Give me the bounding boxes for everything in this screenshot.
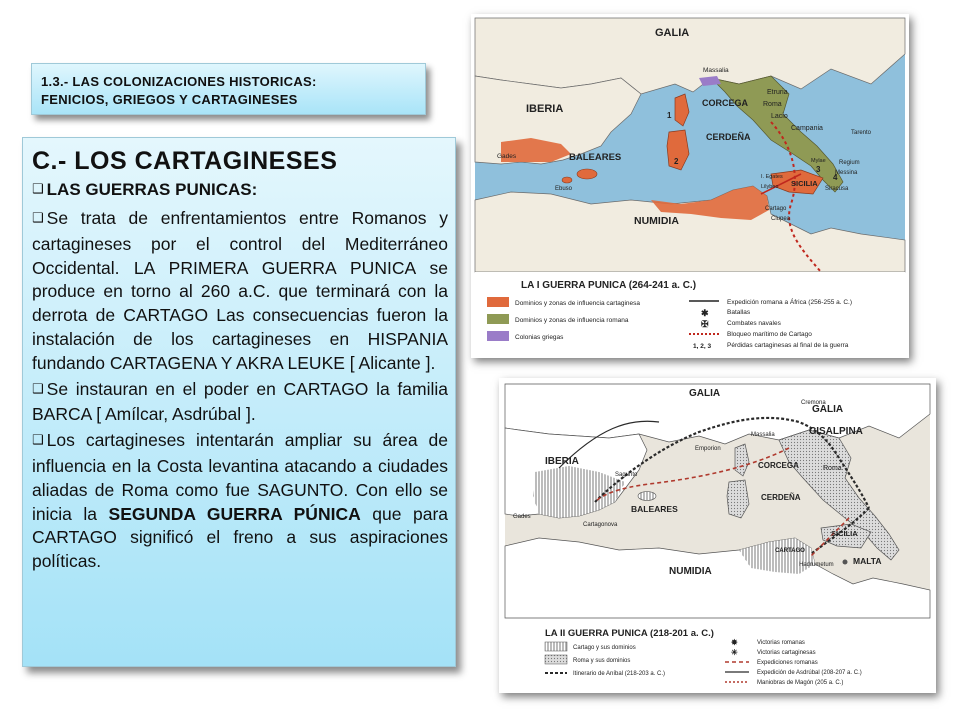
label-malta: MALTA [853, 556, 882, 566]
legend-hannibal: Itinerario de Aníbal (218-203 a. C.) [573, 671, 666, 677]
label-cerdena: CERDEÑA [761, 493, 801, 502]
paragraph-first-war [32, 207, 448, 376]
legend-hasdrubal: Expedición de Asdrúbal (208-207 a. C.) [757, 670, 862, 676]
map-first-punic-war-image [471, 14, 909, 358]
label-ebuso: Ebuso [555, 186, 573, 192]
label-sagunto: Sagunto [615, 472, 638, 478]
label-cartagonova: Cartagonova [583, 522, 618, 528]
label-siracusa: Siracusa [825, 186, 849, 192]
label-tarento: Tarento [851, 130, 872, 136]
label-baleares: BALEARES [631, 504, 678, 514]
label-galia: GALIA [655, 27, 690, 39]
legend-swatch-carthage [545, 642, 567, 651]
label-campania: Campania [791, 125, 823, 132]
checkbox-bullet-icon: ❑ [32, 182, 44, 197]
subheading-text: LAS GUERRAS PUNICAS: [46, 180, 258, 199]
legend-swatch-carthage [487, 297, 509, 307]
label-cisalpina: CISALPINA [809, 426, 863, 437]
paragraph-first-war-text: Se trata de enfrentamientos entre Romanos y cartagineses por el control del Mediterráneo Occidental. LA PRIMERA GUERRA PUNICA se produce en torno al 260 a.C. que terminará con la derrota de CARTAGO Las consecuencias fueron la instalación de los cartagineses en HISPANIA fundando CARTAGENA Y AKRA LEUKE [ Alicante ]. [32, 208, 448, 373]
paragraph-second-war-emphasis: SEGUNDA GUERRA PÚNICA [108, 503, 361, 524]
legend-battles: Batallas [727, 309, 751, 316]
map-second-punic-war [499, 378, 936, 693]
label-cartago: CARTAGO [775, 548, 805, 554]
paragraph-second-war-text-2: que para CARTAGO significó el freno a sus aspiraciones políticas. [32, 503, 448, 572]
checkbox-bullet-icon: ❑ [32, 381, 44, 397]
legend-carthage: Dominios y zonas de influencia cartaginesa [515, 300, 641, 307]
label-corcega: CORCEGA [758, 461, 799, 470]
label-cartago: Cartago [765, 206, 787, 212]
label-clupea: Clupea [771, 216, 791, 222]
map2-title: LA II GUERRA PUNICA (218-201 a. C.) [545, 628, 714, 639]
content-subheading [32, 179, 448, 203]
label-regium: Regium [839, 160, 860, 166]
legend-carthage: Cartago y sus dominios [573, 645, 636, 651]
legend-roman-victories: Victorias romanas [757, 640, 805, 646]
label-cerdena: CERDEÑA [706, 132, 751, 142]
legend-expedition: Expedición romana a África (256-255 a. C.) [727, 299, 853, 306]
label-loss-1: 1 [667, 111, 672, 120]
battle-icon: ✱ [701, 308, 709, 318]
label-galia-top: GALIA [689, 388, 721, 399]
label-galia: GALIA [812, 404, 844, 415]
label-sicilia: SICILIA [791, 179, 818, 188]
section-title-box [31, 63, 426, 115]
checkbox-bullet-icon: ❑ [32, 433, 44, 449]
legend-greek: Colonias griegas [515, 334, 564, 341]
paragraph-barca [32, 378, 448, 428]
roman-victory-icon: ✸ [731, 638, 738, 647]
label-lacio: Lacio [771, 113, 788, 120]
label-baleares: BALEARES [569, 152, 622, 163]
label-cremona: Cremona [801, 400, 826, 406]
label-loss-3: 3 [816, 165, 821, 174]
label-roma: Roma [823, 465, 842, 472]
label-etruria: Etruria [767, 89, 788, 96]
carthage-victory-icon: ✳ [731, 648, 738, 657]
label-loss-4: 4 [833, 173, 838, 182]
label-hadrumetum: Hadrumetum [799, 562, 834, 568]
label-sicilia: SICILIA [831, 529, 858, 538]
content-heading: C.- LOS CARTAGINESES [32, 147, 338, 175]
label-loss-2: 2 [674, 157, 679, 166]
label-gades: Gades [513, 514, 531, 520]
legend-carthage-victories: Victorias cartaginesas [757, 650, 816, 656]
naval-icon: ✠ [701, 319, 709, 329]
map-second-punic-war-image [499, 378, 936, 693]
legend-roman-expeditions: Expediciones romanas [757, 660, 818, 666]
legend-swatch-rome [545, 655, 567, 664]
land-ebuso [562, 177, 572, 183]
label-numidia: NUMIDIA [634, 215, 679, 227]
land-baleares [638, 492, 656, 501]
legend-rome: Roma y sus dominios [573, 658, 631, 664]
label-massalia: Massalia [751, 432, 775, 438]
legend-mago: Maniobras de Magón (205 a. C.) [757, 680, 844, 686]
section-title-line-1: 1.3.- LAS COLONIZACIONES HISTORICAS: [41, 74, 317, 89]
label-massalia: Massalia [703, 67, 729, 74]
paragraph-second-war-text-1: Los cartagineses intentarán ampliar su área de influencia en la Costa levantina atacando a ciudades aliadas de Roma como fue SAGUNTO. Con ello se inicia la [32, 430, 448, 524]
paragraph-barca-text: Se instauran en el poder en CARTAGO la familia BARCA [ Amílcar, Asdrúbal ]. [32, 378, 448, 425]
legend-losses: Pérdidas cartaginesas al final de la guerra [727, 342, 849, 349]
map-first-punic-war [471, 14, 909, 358]
legend-swatch-greek [487, 331, 509, 341]
map1-title: LA I GUERRA PUNICA (264-241 a. C.) [521, 280, 697, 291]
label-numidia: NUMIDIA [669, 566, 712, 577]
legend-blockade: Bloqueo marítimo de Cartago [727, 331, 812, 338]
legend-naval: Combates navales [727, 320, 781, 327]
land-malta [843, 560, 848, 565]
label-gades: Gades [497, 153, 517, 160]
label-egates: I. Egates [761, 174, 783, 180]
legend-rome: Dominios y zonas de influencia romana [515, 317, 629, 324]
legend-losses-key: 1, 2, 3 [693, 343, 712, 350]
land-baleares [577, 169, 597, 179]
label-messina: Messina [835, 170, 858, 176]
legend-swatch-rome [487, 314, 509, 324]
checkbox-bullet-icon: ❑ [32, 211, 44, 226]
content-box [22, 137, 456, 667]
label-roma: Roma [763, 101, 782, 108]
label-corcega: CORCEGA [702, 98, 749, 108]
paragraph-second-war [32, 429, 448, 574]
label-lilybeo: Lilybeo [761, 184, 779, 190]
label-mylae: Mylae [811, 158, 826, 164]
label-iberia: IBERIA [526, 103, 564, 115]
label-emporion: Emporion [695, 446, 721, 452]
section-title-line-2: FENICIOS, GRIEGOS Y CARTAGINESES [41, 92, 298, 107]
label-iberia: IBERIA [545, 456, 579, 467]
